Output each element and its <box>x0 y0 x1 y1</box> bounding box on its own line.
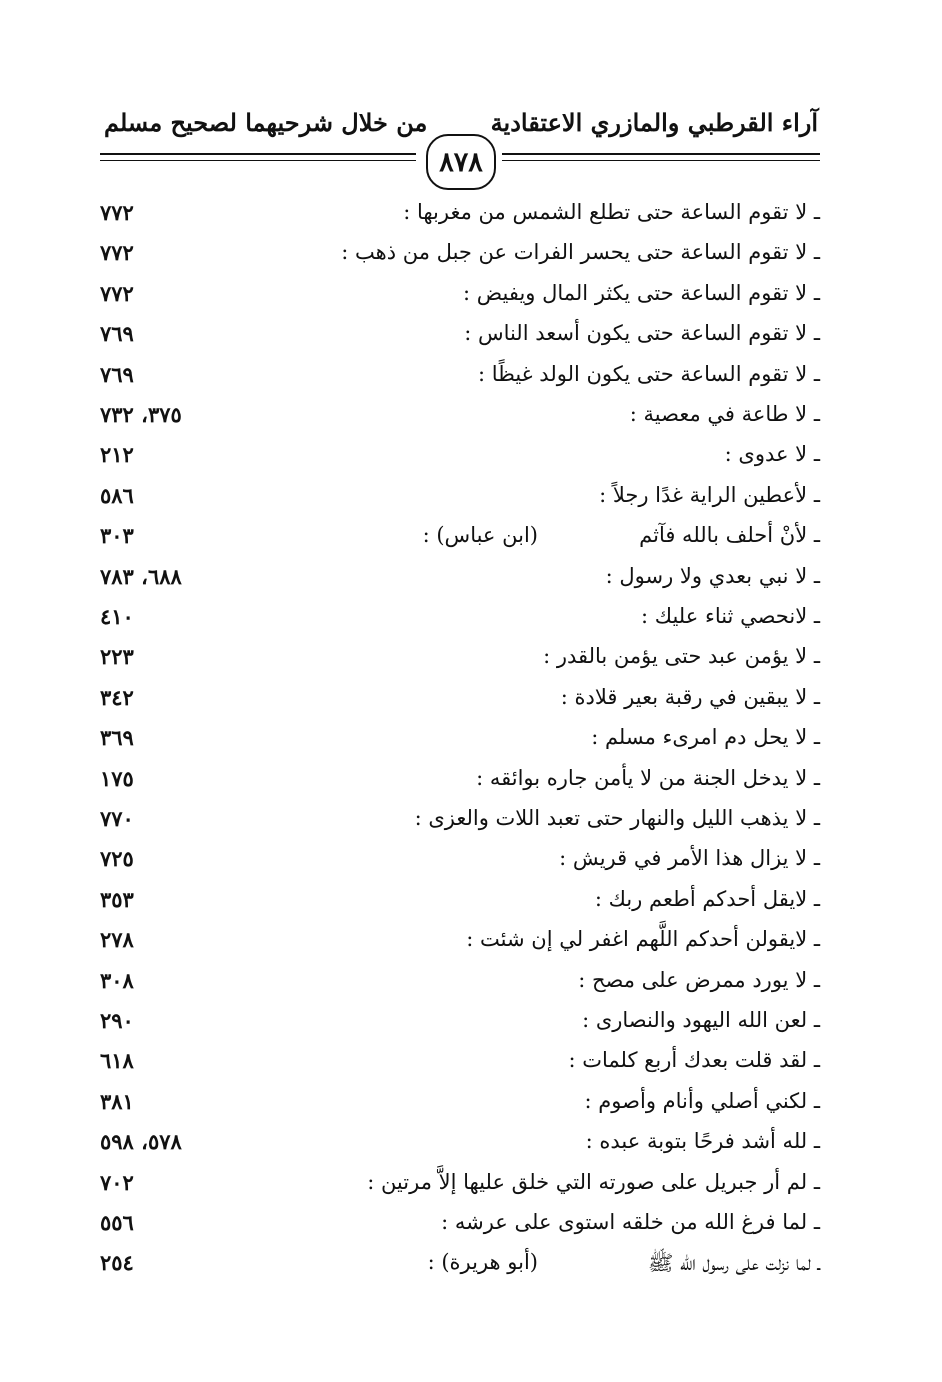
header-rule-left-bottom <box>100 160 416 161</box>
index-entry <box>0 398 942 438</box>
index-entry <box>0 236 942 276</box>
hadith-text: ـ لا يبقين في رقبة بعير قلادة : <box>560 684 820 709</box>
hadith-text: ـ لايقل أحدكم أطعم ربك : <box>594 886 820 911</box>
hadith-text: ـ لا تقوم الساعة حتى تطلع الشمس من مغربها : <box>403 200 820 224</box>
header-rule-right-top <box>502 153 820 155</box>
hadith-text: ـ لا يؤمن عبد حتى يؤمن بالقدر : <box>543 644 820 669</box>
page-references: ١٧٥ <box>100 765 134 791</box>
page-references: ٣٦٩ <box>100 725 134 751</box>
index-entry <box>0 964 942 1004</box>
hadith-text: ـ لكني أصلي وأنام وأصوم : <box>584 1088 820 1113</box>
hadith-text: ـ لما فرغ الله من خلقه استوى على عرشه : <box>441 1210 820 1234</box>
hadith-text: ـ لا نبي بعدي ولا رسول : <box>605 563 820 588</box>
page-references: ٢٢٣ <box>100 644 134 670</box>
hadith-text: ـ لا يورد ممرض على مصح : <box>578 967 820 992</box>
page-references: ٧٧٠ <box>100 806 134 831</box>
page-references: ٣٠٣ <box>100 523 134 549</box>
hadith-text: ـ لقد قلت بعدك أربع كلمات : <box>568 1048 820 1073</box>
index-entry <box>0 196 942 236</box>
index-entry <box>0 438 942 478</box>
header-rule-left-top <box>100 153 416 155</box>
page-references: ٢٩٠ <box>100 1008 134 1033</box>
page-references: ٤١٠ <box>100 604 134 629</box>
index-entry <box>0 802 942 842</box>
index-entry <box>0 1166 942 1206</box>
page-references: ٣٨١ <box>100 1088 134 1114</box>
page-references: ٧٧٢ <box>100 280 134 306</box>
hadith-text: ـ لا يحل دم امرىء مسلم : <box>591 725 820 750</box>
page-header <box>0 0 942 200</box>
index-entry <box>0 883 942 923</box>
hadith-text: ـ لايقولن أحدكم اللَّهم اغفر لي إن شئت : <box>466 927 820 952</box>
hadith-text: ـ لا تقوم الساعة حتى يحسر الفرات عن جبل من ذهب : <box>341 240 820 265</box>
hadith-text: ـ لا تقوم الساعة حتى يكون أسعد الناس : <box>464 321 820 346</box>
hadith-text: ـ لا يذهب الليل والنهار حتى تعبد اللات والعزى : <box>414 806 820 830</box>
index-entry <box>0 277 942 317</box>
page-references: ٧٦٩ <box>100 321 134 347</box>
hadith-text: ـ لانحصي ثناء عليك : <box>641 604 820 628</box>
page-references: ٥٧٨، ٥٩٨ <box>100 1129 182 1155</box>
running-subtitle: من خلال شرحيهما لصحيح مسلم <box>104 108 428 137</box>
narrator-label: (أبو هريرة) : <box>427 1250 538 1275</box>
page-references: ٧٦٩ <box>100 361 134 387</box>
page-references: ٧٢٥ <box>100 846 134 872</box>
hadith-text: ـ لأنْ أحلف بالله فآثم <box>639 523 820 548</box>
index-entry <box>0 923 942 963</box>
page-references: ٥٨٦ <box>100 482 134 508</box>
hadith-text: ـ لا تقوم الساعة حتى يكون الولد غيظًا : <box>477 361 820 386</box>
index-entry <box>0 560 942 600</box>
index-entry <box>0 762 942 802</box>
index-entry <box>0 1125 942 1165</box>
narrator-label: (ابن عباس) : <box>422 523 538 548</box>
page-references: ٧٧٢ <box>100 240 134 266</box>
hadith-text: ـ لم أر جبريل على صورته التي خلق عليها إلاَّ مرتين : <box>367 1169 820 1194</box>
hadith-text: ـ لا تقوم الساعة حتى يكثر المال ويفيض : <box>463 280 820 305</box>
hadith-text: ـ لله أشد فرحًا بتوبة عبده : <box>585 1129 820 1154</box>
page-references: ٢١٢ <box>100 442 134 468</box>
index-entry <box>0 317 942 357</box>
index-entry <box>0 1206 942 1246</box>
page-references: ٧٧٢ <box>100 200 134 225</box>
header-rule-right-bottom <box>502 160 820 161</box>
page-references: ٢٥٤ <box>100 1250 134 1276</box>
page-references: ٣٤٢ <box>100 684 134 710</box>
page-references: ٢٧٨ <box>100 927 134 953</box>
hadith-text: ـ لا يزال هذا الأمر في قريش : <box>559 846 820 871</box>
page-references: ٣٥٣ <box>100 886 134 912</box>
page-references: ٣٧٥، ٧٣٢ <box>100 402 182 427</box>
index-entry <box>0 1246 942 1286</box>
index-entry <box>0 681 942 721</box>
index-entry <box>0 1085 942 1125</box>
page-references: ٦٨٨، ٧٨٣ <box>100 563 182 589</box>
hadith-text: ـ لأعطين الراية غدًا رجلاً : <box>599 482 820 507</box>
running-title: آراء القرطبي والمازري الاعتقادية <box>490 108 818 137</box>
page-references: ٧٠٢ <box>100 1169 134 1195</box>
index-entry <box>0 479 942 519</box>
index-entry <box>0 600 942 640</box>
page-number: ٨٧٨ <box>426 134 496 190</box>
index-entry <box>0 1004 942 1044</box>
index-entry <box>0 358 942 398</box>
index-entry <box>0 640 942 680</box>
hadith-text: ـ لا طاعة في معصية : <box>629 402 820 426</box>
index-entry <box>0 721 942 761</box>
hadith-text: ـ لعن الله اليهود والنصارى : <box>582 1008 820 1032</box>
hadith-text: ـ لما نزلت على رسول الله ﷺ <box>648 1251 820 1276</box>
index-entry <box>0 842 942 882</box>
index-entry <box>0 1044 942 1084</box>
page-references: ٦١٨ <box>100 1048 134 1074</box>
index-entry <box>0 519 942 559</box>
page-references: ٣٠٨ <box>100 967 134 993</box>
hadith-text: ـ لا يدخل الجنة من لا يأمن جاره بوائقه : <box>476 765 820 790</box>
page-references: ٥٥٦ <box>100 1210 134 1235</box>
hadith-text: ـ لا عدوى : <box>724 442 820 467</box>
